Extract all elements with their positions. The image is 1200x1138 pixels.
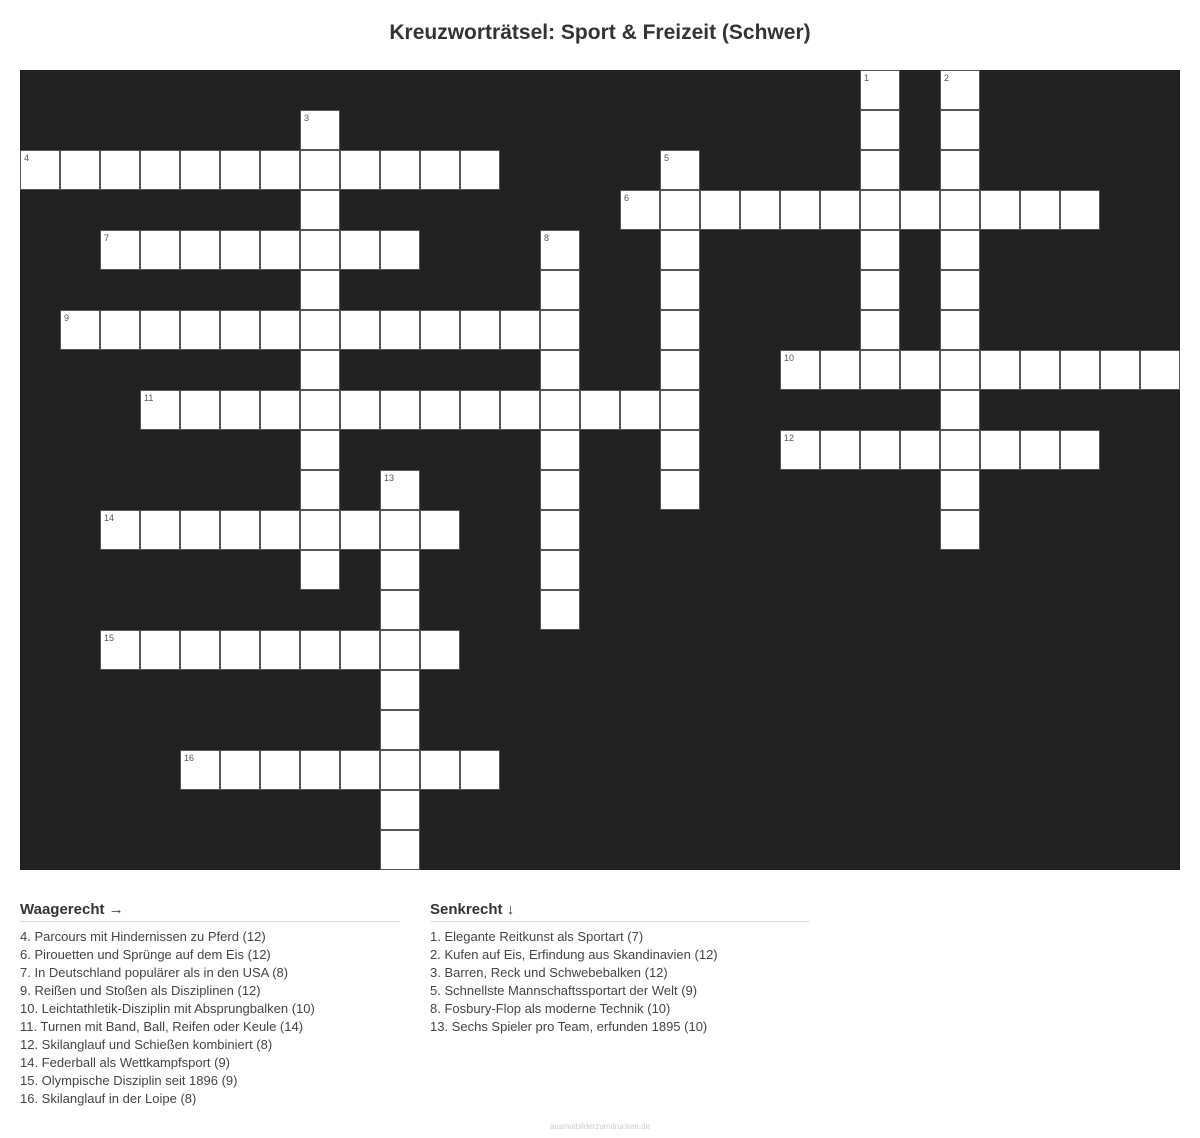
grid-cell[interactable] xyxy=(220,150,260,190)
across-clue: 7. In Deutschland populärer als in den USA (8) xyxy=(20,965,289,980)
grid-cell[interactable] xyxy=(940,270,980,310)
grid-cell[interactable] xyxy=(1060,350,1100,390)
grid-cell[interactable] xyxy=(1020,190,1060,230)
grid-cell[interactable] xyxy=(300,110,340,150)
clue-number: 3 xyxy=(304,113,310,123)
clue-number: 15 xyxy=(104,633,115,643)
grid-cell[interactable] xyxy=(380,590,420,630)
grid-cell[interactable] xyxy=(940,430,980,470)
grid-cell[interactable] xyxy=(540,550,580,590)
across-clue: 11. Turnen mit Band, Ball, Reifen oder Keule (14) xyxy=(20,1019,304,1034)
grid-cell[interactable] xyxy=(140,230,180,270)
grid-cell[interactable] xyxy=(220,310,260,350)
down-clue: 5. Schnellste Mannschaftssportart der Welt (9) xyxy=(430,983,698,998)
grid-cell[interactable] xyxy=(300,550,340,590)
footer-credit: ausmalbilderzumdrucken.de xyxy=(549,1122,651,1131)
grid-cell[interactable] xyxy=(180,390,220,430)
grid-cell[interactable] xyxy=(100,630,140,670)
grid-cell[interactable] xyxy=(660,390,700,430)
grid-cell[interactable] xyxy=(60,150,100,190)
grid-cell[interactable] xyxy=(500,390,540,430)
grid-cell[interactable] xyxy=(580,390,620,430)
grid-cell[interactable] xyxy=(1020,430,1060,470)
grid-cell[interactable] xyxy=(860,430,900,470)
grid-cell[interactable] xyxy=(620,190,660,230)
grid-cell[interactable] xyxy=(1100,350,1140,390)
grid-cell[interactable] xyxy=(260,230,300,270)
grid-cell[interactable] xyxy=(300,470,340,510)
grid-cell[interactable] xyxy=(540,390,580,430)
grid-cell[interactable] xyxy=(860,70,900,110)
grid-cell[interactable] xyxy=(180,310,220,350)
grid-cell[interactable] xyxy=(340,630,380,670)
grid-cell[interactable] xyxy=(660,470,700,510)
grid-cell[interactable] xyxy=(220,230,260,270)
grid-cell[interactable] xyxy=(380,510,420,550)
grid-cell[interactable] xyxy=(60,310,100,350)
grid-cell[interactable] xyxy=(100,150,140,190)
grid-cell[interactable] xyxy=(540,230,580,270)
grid-cell[interactable] xyxy=(340,750,380,790)
grid-cell[interactable] xyxy=(940,390,980,430)
down-clue-list xyxy=(430,928,810,1036)
grid-cell[interactable] xyxy=(20,150,60,190)
grid-cell[interactable] xyxy=(260,750,300,790)
grid-cell[interactable] xyxy=(900,350,940,390)
grid-cell[interactable] xyxy=(220,630,260,670)
grid-cell[interactable] xyxy=(140,390,180,430)
grid-cell[interactable] xyxy=(1140,350,1180,390)
grid-cell[interactable] xyxy=(420,150,460,190)
grid-cell[interactable] xyxy=(660,430,700,470)
grid-cell[interactable] xyxy=(540,310,580,350)
grid-cell[interactable] xyxy=(460,150,500,190)
grid-cell[interactable] xyxy=(140,630,180,670)
grid-cell[interactable] xyxy=(180,230,220,270)
grid-cell[interactable] xyxy=(660,150,700,190)
grid-cell[interactable] xyxy=(380,550,420,590)
grid-cell[interactable] xyxy=(340,390,380,430)
grid-cell[interactable] xyxy=(380,670,420,710)
across-clue: 16. Skilanglauf in der Loipe (8) xyxy=(20,1091,197,1106)
grid-cell[interactable] xyxy=(820,350,860,390)
grid-cell[interactable] xyxy=(260,390,300,430)
grid-cell[interactable] xyxy=(380,830,420,870)
grid-cell[interactable] xyxy=(260,150,300,190)
grid-cell[interactable] xyxy=(940,190,980,230)
grid-cell[interactable] xyxy=(380,150,420,190)
grid-cell[interactable] xyxy=(420,630,460,670)
grid-cell[interactable] xyxy=(380,470,420,510)
grid-cell[interactable] xyxy=(100,230,140,270)
across-heading: Waagerecht → xyxy=(20,900,400,922)
across-clue-list xyxy=(20,928,400,1108)
grid-cell[interactable] xyxy=(860,270,900,310)
grid-cell[interactable] xyxy=(380,310,420,350)
clue-number: 11 xyxy=(144,393,154,403)
grid-cell[interactable] xyxy=(660,190,700,230)
grid-cell[interactable] xyxy=(900,190,940,230)
across-clue: 6. Pirouetten und Sprünge auf dem Eis (12) xyxy=(20,947,271,962)
grid-cell[interactable] xyxy=(660,350,700,390)
grid-cell[interactable] xyxy=(780,430,820,470)
grid-cell[interactable] xyxy=(220,390,260,430)
grid-cell[interactable] xyxy=(180,630,220,670)
grid-cell[interactable] xyxy=(140,510,180,550)
grid-cell[interactable] xyxy=(260,630,300,670)
grid-cell[interactable] xyxy=(220,510,260,550)
grid-cell[interactable] xyxy=(340,230,380,270)
grid-cell[interactable] xyxy=(340,150,380,190)
grid-cell[interactable] xyxy=(940,510,980,550)
down-clue: 2. Kufen auf Eis, Erfindung aus Skandinavien (12) xyxy=(430,947,718,962)
across-clues-section xyxy=(20,900,400,1108)
grid-cell[interactable] xyxy=(540,510,580,550)
grid-cell[interactable] xyxy=(540,270,580,310)
grid-cell[interactable] xyxy=(860,230,900,270)
grid-cell[interactable] xyxy=(980,190,1020,230)
across-clue: 12. Skilanglauf und Schießen kombiniert (8) xyxy=(20,1037,273,1052)
grid-cell[interactable] xyxy=(540,430,580,470)
grid-cell[interactable] xyxy=(300,310,340,350)
grid-cell[interactable] xyxy=(820,190,860,230)
down-clue: 3. Barren, Reck und Schwebebalken (12) xyxy=(430,965,668,980)
grid-cell[interactable] xyxy=(340,310,380,350)
grid-cell[interactable] xyxy=(860,350,900,390)
grid-cell[interactable] xyxy=(940,150,980,190)
down-clue: 8. Fosbury-Flop als moderne Technik (10) xyxy=(430,1001,671,1016)
grid-cell[interactable] xyxy=(300,230,340,270)
clue-number: 9 xyxy=(64,313,70,323)
across-clue: 4. Parcours mit Hindernissen zu Pferd (12) xyxy=(20,929,266,944)
grid-cell[interactable] xyxy=(660,310,700,350)
grid-cell[interactable] xyxy=(260,510,300,550)
grid-cell[interactable] xyxy=(380,230,420,270)
clue-number: 5 xyxy=(664,153,670,163)
grid-cell[interactable] xyxy=(180,750,220,790)
grid-cell[interactable] xyxy=(700,190,740,230)
grid-cell[interactable] xyxy=(540,590,580,630)
grid-cell[interactable] xyxy=(500,310,540,350)
grid-cell[interactable] xyxy=(980,350,1020,390)
grid-cell[interactable] xyxy=(380,710,420,750)
grid-cell[interactable] xyxy=(380,790,420,830)
clue-number: 13 xyxy=(384,473,395,483)
grid-cell[interactable] xyxy=(660,270,700,310)
grid-cell[interactable] xyxy=(340,510,380,550)
down-heading: Senkrecht ↓ xyxy=(430,900,810,922)
grid-cell[interactable] xyxy=(860,150,900,190)
grid-cell[interactable] xyxy=(940,110,980,150)
grid-cell[interactable] xyxy=(940,70,980,110)
grid-cell[interactable] xyxy=(860,310,900,350)
clue-number: 12 xyxy=(784,433,795,443)
grid-cell[interactable] xyxy=(980,430,1020,470)
grid-cell[interactable] xyxy=(660,230,700,270)
grid-cell[interactable] xyxy=(900,430,940,470)
grid-cell[interactable] xyxy=(300,750,340,790)
clue-number: 16 xyxy=(184,753,195,763)
grid-cell[interactable] xyxy=(420,390,460,430)
grid-cell[interactable] xyxy=(260,310,300,350)
grid-cell[interactable] xyxy=(940,470,980,510)
page-title: Kreuzworträtsel: Sport & Freizeit (Schwer) xyxy=(389,21,811,44)
grid-cell[interactable] xyxy=(1060,430,1100,470)
grid-cell[interactable] xyxy=(380,630,420,670)
grid-cell[interactable] xyxy=(740,190,780,230)
grid-cell[interactable] xyxy=(300,390,340,430)
grid-cell[interactable] xyxy=(300,150,340,190)
across-clue: 10. Leichtathletik-Disziplin mit Absprungbalken (10) xyxy=(20,1001,315,1016)
grid-cell[interactable] xyxy=(940,350,980,390)
across-clue: 15. Olympische Disziplin seit 1896 (9) xyxy=(20,1073,238,1088)
across-clue: 14. Federball als Wettkampfsport (9) xyxy=(20,1055,231,1070)
grid-cell[interactable] xyxy=(220,750,260,790)
clue-number: 7 xyxy=(104,233,110,243)
grid-cell[interactable] xyxy=(140,150,180,190)
grid-cell[interactable] xyxy=(300,510,340,550)
grid-cell[interactable] xyxy=(540,350,580,390)
grid-cell[interactable] xyxy=(380,750,420,790)
grid-cell[interactable] xyxy=(420,310,460,350)
clue-number: 4 xyxy=(24,153,30,163)
grid-cell[interactable] xyxy=(940,230,980,270)
grid-cell[interactable] xyxy=(420,510,460,550)
grid-cell[interactable] xyxy=(180,150,220,190)
clue-number: 2 xyxy=(944,73,950,83)
clue-number: 14 xyxy=(104,513,115,523)
clue-number: 8 xyxy=(544,233,550,243)
across-clue: 9. Reißen und Stoßen als Disziplinen (12) xyxy=(20,983,261,998)
clue-number: 6 xyxy=(624,193,630,203)
grid-cell[interactable] xyxy=(540,470,580,510)
grid-cell[interactable] xyxy=(1060,190,1100,230)
grid-cell[interactable] xyxy=(860,110,900,150)
grid-cell[interactable] xyxy=(820,430,860,470)
down-clue: 13. Sechs Spieler pro Team, erfunden 1895 (10) xyxy=(430,1019,708,1034)
grid-cell[interactable] xyxy=(380,390,420,430)
grid-cell[interactable] xyxy=(780,350,820,390)
grid-cell[interactable] xyxy=(180,510,220,550)
clue-number: 1 xyxy=(864,73,870,83)
grid-cell[interactable] xyxy=(300,270,340,310)
down-clues-section xyxy=(430,900,810,1036)
grid-cell[interactable] xyxy=(1020,350,1060,390)
grid-cell[interactable] xyxy=(140,310,180,350)
grid-cell[interactable] xyxy=(460,750,500,790)
grid-cell[interactable] xyxy=(300,430,340,470)
grid-cell[interactable] xyxy=(460,310,500,350)
grid-cell[interactable] xyxy=(460,390,500,430)
clue-number: 10 xyxy=(784,353,795,363)
grid-cell[interactable] xyxy=(100,510,140,550)
grid-cell[interactable] xyxy=(100,310,140,350)
grid-cell[interactable] xyxy=(780,190,820,230)
grid-cell[interactable] xyxy=(300,190,340,230)
grid-cell[interactable] xyxy=(300,350,340,390)
down-clue: 1. Elegante Reitkunst als Sportart (7) xyxy=(430,929,644,944)
grid-cell[interactable] xyxy=(420,750,460,790)
grid-cell[interactable] xyxy=(620,390,660,430)
grid-cell[interactable] xyxy=(860,190,900,230)
grid-cell[interactable] xyxy=(940,310,980,350)
grid-cell[interactable] xyxy=(300,630,340,670)
crossword-grid xyxy=(20,70,1180,870)
